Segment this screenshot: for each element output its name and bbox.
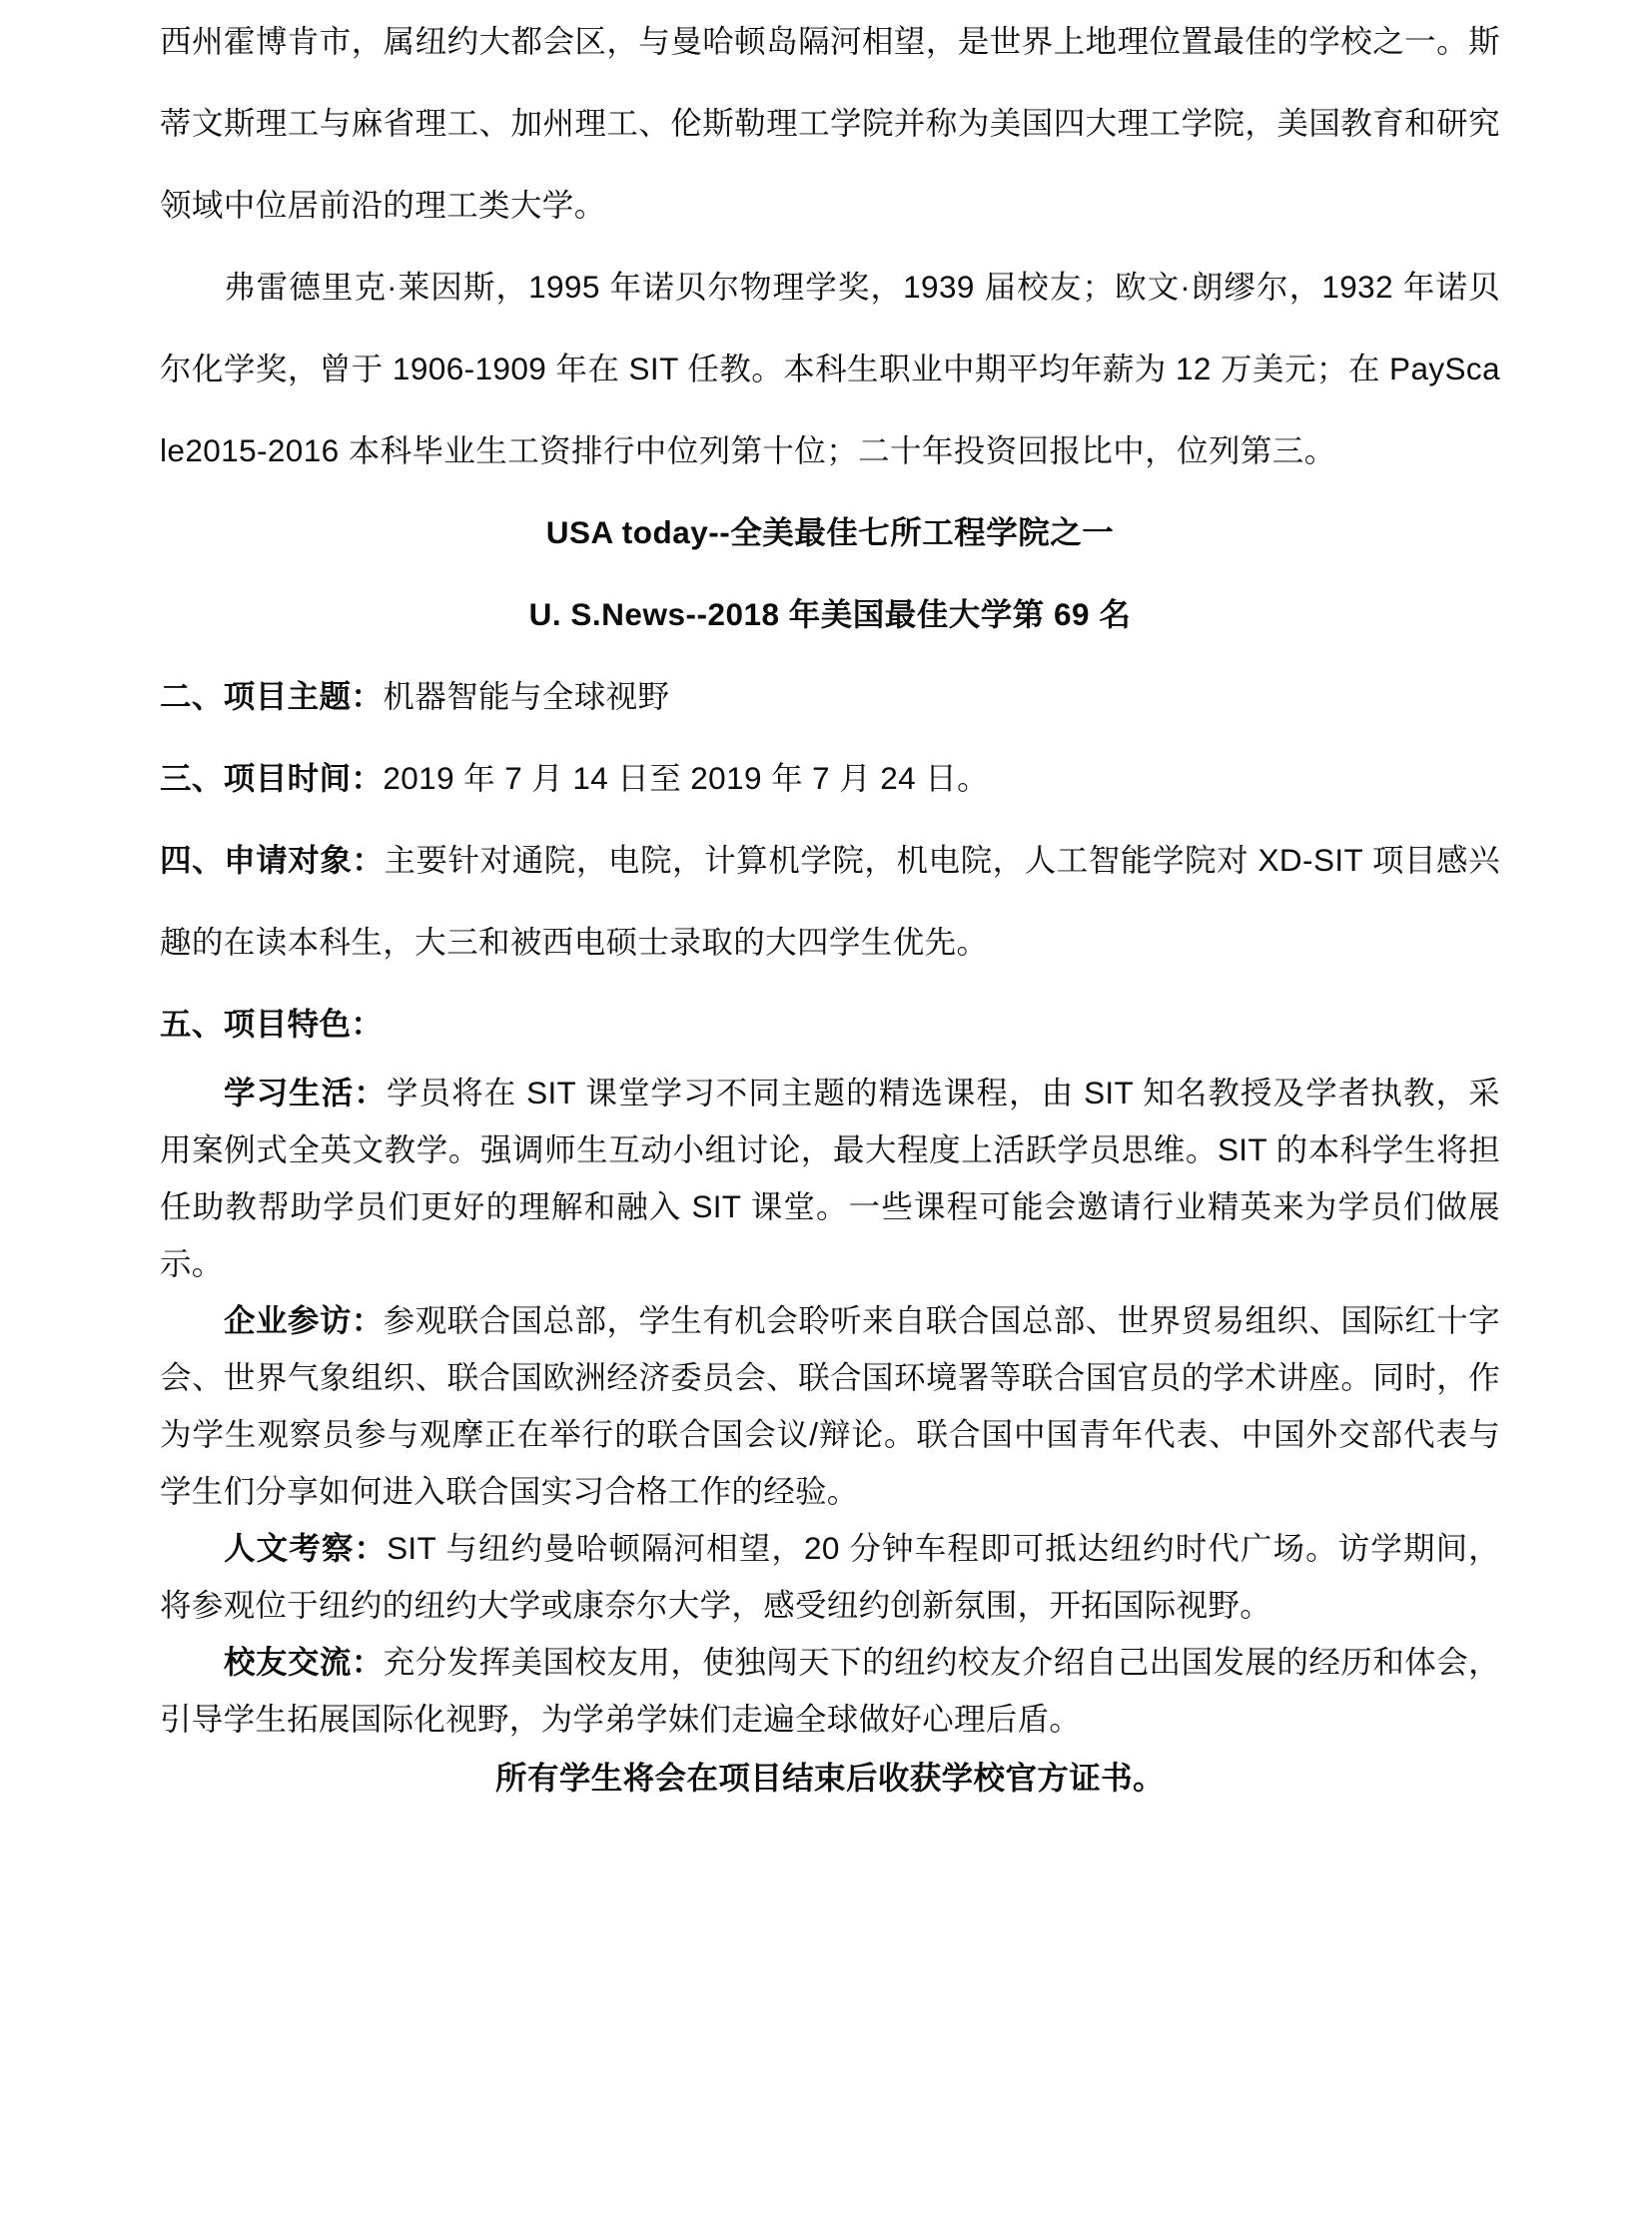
feature-culture-tour [160, 1520, 1500, 1634]
paragraph-location: 西州霍博肯市，属纽约大都会区，与曼哈顿岛隔河相望，是世界上地理位置最佳的学校之一。斯蒂文斯理工与麻省理工、加州理工、伦斯勒理工学院并称为美国四大理工学院，美国教育和研究领域中位居前沿的理工类大学。 [160, 23, 1500, 223]
section-applicants-label: 四、申请对象： [160, 842, 385, 878]
section-time-label: 三、项目时间： [160, 760, 384, 796]
ranking-usa-today: USA today--全美最佳七所工程学院之一 [545, 514, 1115, 550]
feature-alumni-exchange-label: 校友交流： [224, 1644, 384, 1680]
certificate-note: 所有学生将会在项目结束后收获学校官方证书。 [495, 1760, 1165, 1796]
feature-study-life-body: 学员将在 SIT 课堂学习不同主题的精选课程，由 SIT 知名教授及学者执教，采用案例式全英文教学。强调师生互动小组讨论，最大程度上活跃学员思维。SIT 的本科学生将担任助教帮助学员们更好的理解和融入 SIT 课堂。一些课程可能会邀请行业精英来为学员们做展示。 [160, 1075, 1500, 1281]
section-applicants [160, 819, 1500, 983]
section-theme-label: 二、项目主题： [160, 678, 384, 714]
section-features [160, 983, 1500, 1065]
feature-alumni-exchange-body: 充分发挥美国校友用，使独闯天下的纽约校友介绍自己出国发展的经历和体会，引导学生拓展国际化视野，为学弟学妹们走遍全球做好心理后盾。 [160, 1644, 1500, 1737]
section-features-label: 五、项目特色： [160, 1006, 384, 1042]
ranking-us-news: U. S.News--2018 年美国最佳大学第 69 名 [528, 596, 1132, 632]
feature-study-life-label: 学习生活： [224, 1075, 387, 1111]
section-theme [160, 655, 1500, 737]
feature-company-visit [160, 1292, 1500, 1520]
section-time-body: 2019 年 7 月 14 日至 2019 年 7 月 24 日。 [383, 760, 990, 796]
feature-alumni-exchange [160, 1634, 1500, 1748]
feature-company-visit-label: 企业参访： [224, 1302, 384, 1338]
feature-culture-tour-label: 人文考察： [224, 1530, 388, 1566]
feature-company-visit-body: 参观联合国总部，学生有机会聆听来自联合国总部、世界贸易组织、国际红十字会、世界气象组织、联合国欧洲经济委员会、联合国环境署等联合国官员的学术讲座。同时，作为学生观察员参与观摩正在举行的联合国会议/辩论。联合国中国青年代表、中国外交部代表与学生们分享如何进入联合国实习合格工作的经验。 [160, 1302, 1500, 1509]
feature-study-life [160, 1065, 1500, 1292]
section-applicants-body: 主要针对通院，电院，计算机学院，机电院，人工智能学院对 XD-SIT 项目感兴趣的在读本科生，大三和被西电硕士录取的大四学生优先。 [160, 842, 1500, 960]
feature-culture-tour-body: SIT 与纽约曼哈顿隔河相望，20 分钟车程即可抵达纽约时代广场。访学期间，将参观位于纽约的纽约大学或康奈尔大学，感受纽约创新氛围，开拓国际视野。 [160, 1530, 1500, 1623]
section-theme-body: 机器智能与全球视野 [383, 678, 670, 714]
section-time [160, 737, 1500, 819]
paragraph-alumni: 弗雷德里克·莱因斯，1995 年诺贝尔物理学奖，1939 届校友；欧文·朗缪尔，1932 年诺贝尔化学奖，曾于 1906-1909 年在 SIT 任教。本科生职业中期平均年薪为 12 万美元；在 PayScale2015-2016 本科毕业生工资排行中位列第十位；二十年投资回报比中，位列第三。 [160, 269, 1500, 468]
